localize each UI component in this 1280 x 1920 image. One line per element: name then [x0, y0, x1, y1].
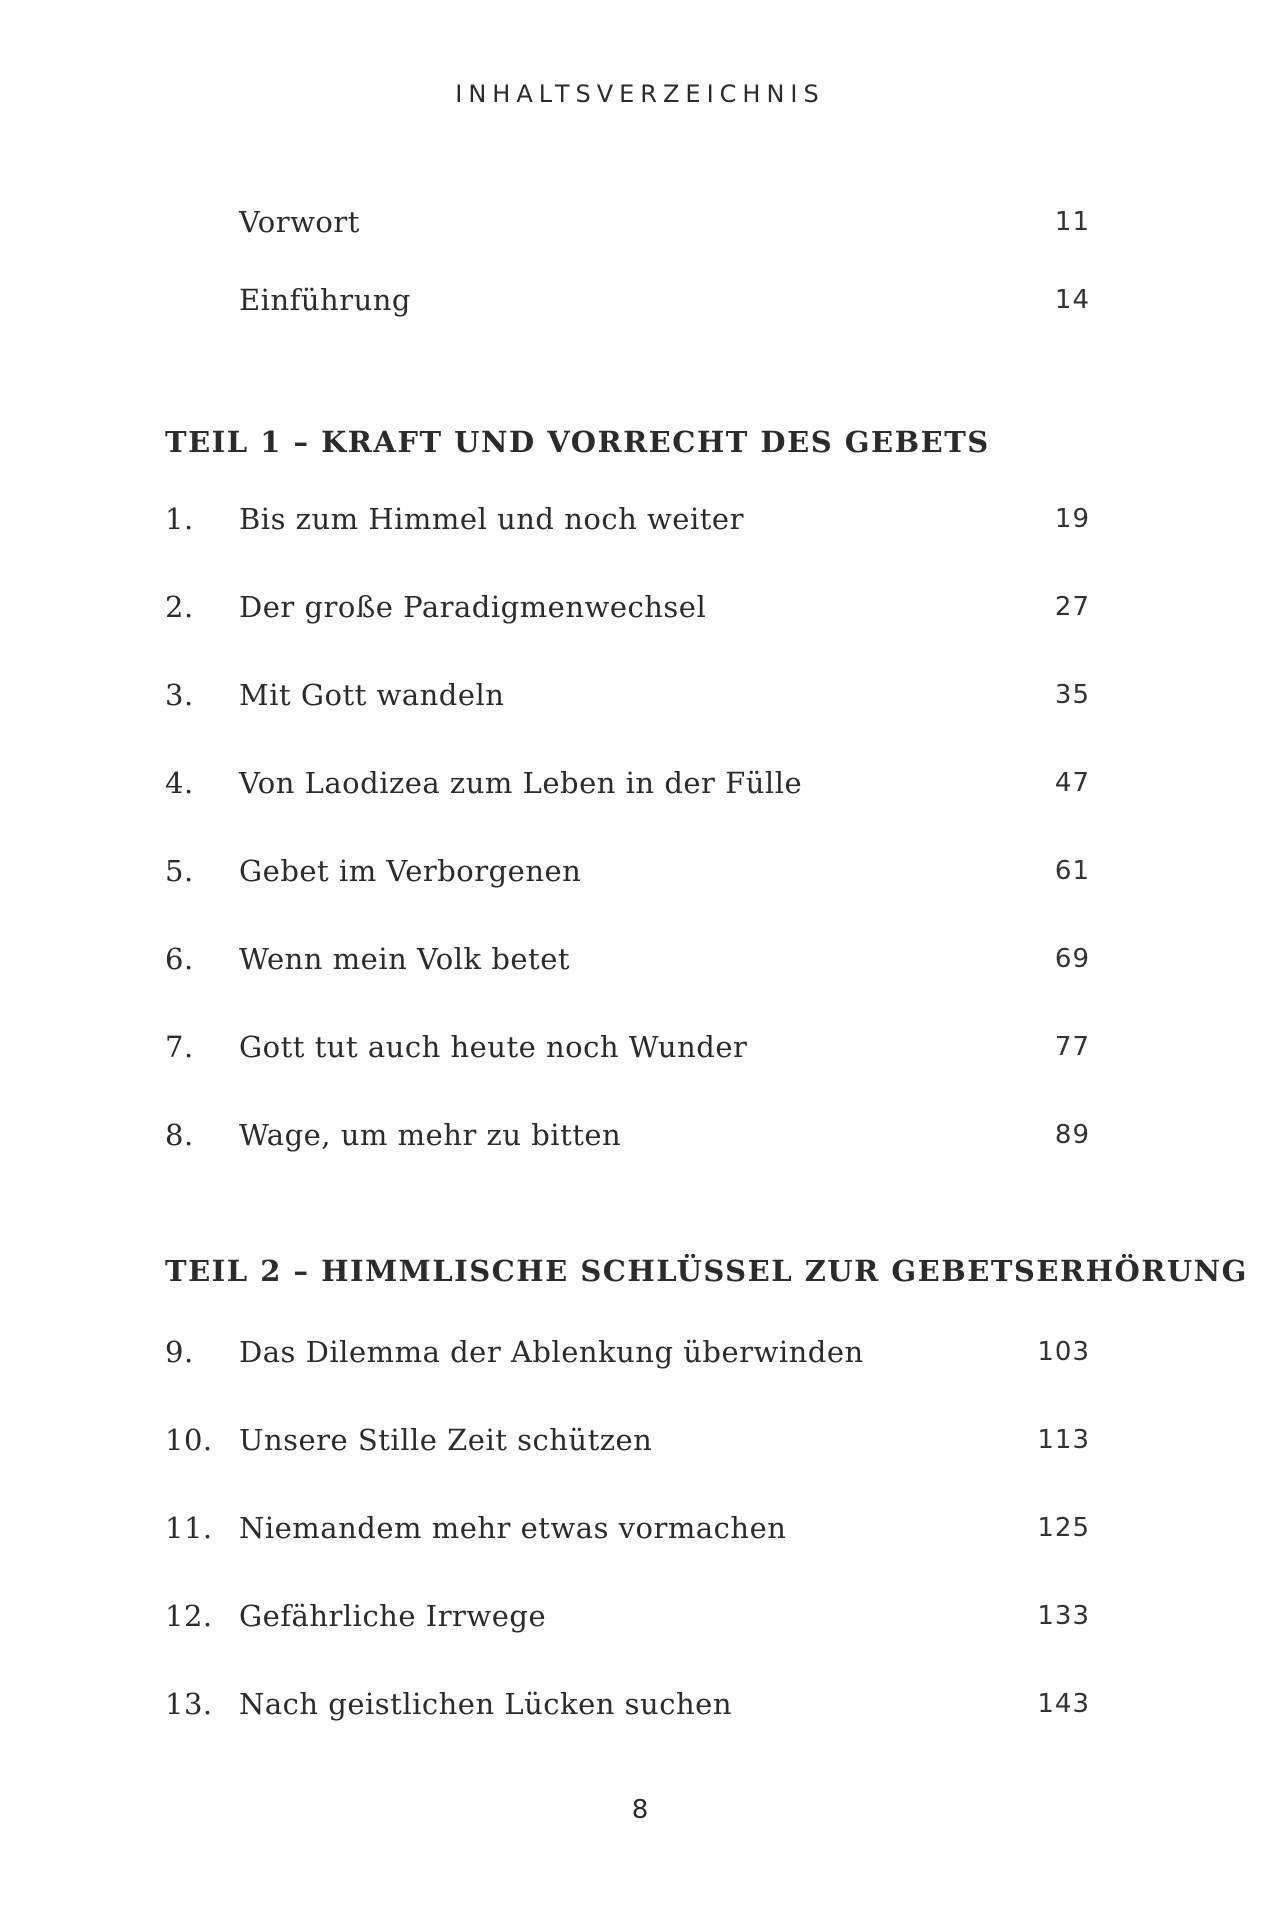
chapter-page: 143	[1037, 1689, 1090, 1719]
chapter-number: 13.	[165, 1687, 213, 1721]
toc-chapter-3[interactable]	[165, 673, 1090, 717]
chapter-page: 19	[1054, 504, 1090, 534]
chapter-title: Wenn mein Volk betet	[239, 942, 571, 976]
chapter-title: Wage, um mehr zu bitten	[239, 1118, 622, 1152]
chapter-number: 7.	[165, 1030, 194, 1064]
toc-chapter-1[interactable]	[165, 497, 1090, 541]
toc-chapter-10[interactable]	[165, 1418, 1090, 1462]
chapter-page: 113	[1037, 1425, 1090, 1455]
toc-entry-title: Vorwort	[239, 205, 360, 239]
chapter-number: 6.	[165, 942, 194, 976]
part1-heading: TEIL 1 – KRAFT UND VORRECHT DES GEBETS	[165, 425, 990, 459]
toc-entry-vorwort[interactable]	[165, 200, 1090, 244]
chapter-page: 125	[1037, 1513, 1090, 1543]
chapter-page: 27	[1054, 592, 1090, 622]
toc-entry-page: 11	[1054, 207, 1090, 237]
toc-chapter-8[interactable]	[165, 1113, 1090, 1157]
toc-entry-page: 14	[1054, 285, 1090, 315]
chapter-page: 69	[1054, 944, 1090, 974]
chapter-page: 133	[1037, 1601, 1090, 1631]
chapter-page: 103	[1037, 1337, 1090, 1367]
chapter-number: 5.	[165, 854, 194, 888]
chapter-number: 1.	[165, 502, 194, 536]
chapter-page: 47	[1054, 768, 1090, 798]
toc-chapter-13[interactable]	[165, 1682, 1090, 1726]
toc-chapter-9[interactable]	[165, 1330, 1090, 1374]
chapter-title: Gefährliche Irrwege	[239, 1599, 547, 1633]
chapter-number: 11.	[165, 1511, 213, 1545]
chapter-page: 35	[1054, 680, 1090, 710]
toc-chapter-5[interactable]	[165, 849, 1090, 893]
toc-chapter-7[interactable]	[165, 1025, 1090, 1069]
toc-entry-einfuehrung[interactable]	[165, 278, 1090, 322]
toc-chapter-11[interactable]	[165, 1506, 1090, 1550]
toc-chapter-2[interactable]	[165, 585, 1090, 629]
chapter-title: Von Laodizea zum Leben in der Fülle	[239, 766, 803, 800]
chapter-number: 10.	[165, 1423, 213, 1457]
chapter-title: Der große Paradigmenwechsel	[239, 590, 707, 624]
toc-chapter-12[interactable]	[165, 1594, 1090, 1638]
toc-entry-title: Einführung	[239, 283, 411, 317]
page-header-title: INHALTSVERZEICHNIS	[455, 80, 825, 108]
chapter-number: 12.	[165, 1599, 213, 1633]
chapter-number: 4.	[165, 766, 194, 800]
chapter-page: 61	[1054, 856, 1090, 886]
chapter-title: Unsere Stille Zeit schützen	[239, 1423, 653, 1457]
chapter-title: Mit Gott wandeln	[239, 678, 505, 712]
chapter-title: Gott tut auch heute noch Wunder	[239, 1030, 748, 1064]
chapter-title: Bis zum Himmel und noch weiter	[239, 502, 744, 536]
chapter-number: 8.	[165, 1118, 194, 1152]
chapter-title: Nach geistlichen Lücken suchen	[239, 1687, 732, 1721]
chapter-page: 77	[1054, 1032, 1090, 1062]
chapter-number: 3.	[165, 678, 194, 712]
toc-chapter-6[interactable]	[165, 937, 1090, 981]
part2-heading: TEIL 2 – HIMMLISCHE SCHLÜSSEL ZUR GEBETSERHÖRUNG	[165, 1254, 1248, 1288]
chapter-title: Niemandem mehr etwas vormachen	[239, 1511, 787, 1545]
page-number: 8	[631, 1795, 649, 1825]
chapter-title: Das Dilemma der Ablenkung überwinden	[239, 1335, 864, 1369]
chapter-number: 2.	[165, 590, 194, 624]
toc-chapter-4[interactable]	[165, 761, 1090, 805]
chapter-number: 9.	[165, 1335, 194, 1369]
chapter-page: 89	[1054, 1120, 1090, 1150]
chapter-title: Gebet im Verborgenen	[239, 854, 582, 888]
